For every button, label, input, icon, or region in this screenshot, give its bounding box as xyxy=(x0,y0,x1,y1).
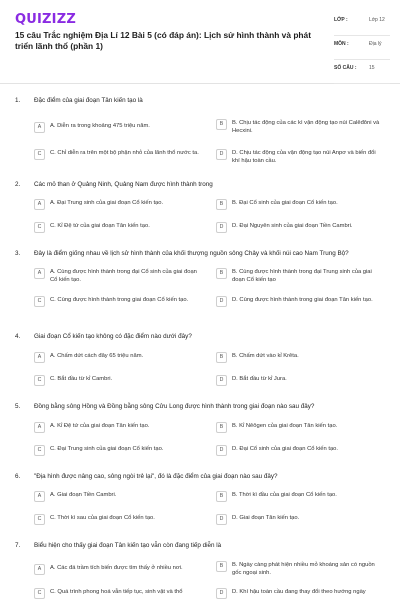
option-letter: C xyxy=(34,222,45,233)
option-text: B. Chấm dứt vào kỉ Krêta. xyxy=(232,353,299,359)
option-text: D. Khí hậu toàn cầu đang thay đổi theo hướng ngày xyxy=(232,589,366,595)
option-letter: C xyxy=(34,514,45,525)
option-letter: C xyxy=(34,588,45,599)
option-letter: B xyxy=(216,268,227,279)
meta-value: Lớp 12 xyxy=(369,17,385,23)
meta-row-grade xyxy=(334,12,390,36)
question-text: Đặc điểm của giai đoạn Tân kiến tạo là xyxy=(34,97,143,104)
option-text: D. Chịu tác động của vận động tạo núi Anpơ và biến đổi khí hậu toàn cầu. xyxy=(232,150,376,164)
question-text: "Địa hình được nâng cao, sông ngòi trẻ lại", đó là đặc điểm của giai đoạn nào sau đây? xyxy=(34,473,278,480)
option-letter: B xyxy=(216,422,227,433)
option-text: D. Giai đoạn Tân kiến tạo. xyxy=(232,515,300,521)
option-text: B. Đại Cổ sinh của giai đoạn Cổ kiến tạo. xyxy=(232,200,338,206)
option-text: A. Giai đoạn Tiền Cambri. xyxy=(50,492,117,498)
option-text: B. Cùng được hình thành trong đại Trung sinh của giai đoạn Cổ kiến tạo xyxy=(232,269,372,283)
option-letter: D xyxy=(216,222,227,233)
quizizz-logo[interactable]: QUIZIZZ xyxy=(15,12,76,27)
option-text: A. Kỉ Đệ tứ của giai đoạn Tân kiến tạo. xyxy=(50,423,150,429)
question-text: Đồng bằng sông Hồng và Đồng bằng sông Cửu Long được hình thành trong giai đoạn nào sau đây? xyxy=(34,403,315,410)
option-text: A. Đại Trung sinh của giai đoạn Cổ kiến tạo. xyxy=(50,200,164,206)
option-text: B. Chịu tác động của các kì vận động tạo núi Calêđôni và Hecxini. xyxy=(232,120,380,134)
option-letter: C xyxy=(34,296,45,307)
option-text: A. Cùng được hình thành trong đại Cổ sinh của giai đoạn Cổ kiến tạo. xyxy=(50,269,197,283)
option-letter: D xyxy=(216,296,227,307)
meta-value: 15 xyxy=(369,65,375,71)
option-letter: A xyxy=(34,199,45,210)
option-letter: A xyxy=(34,268,45,279)
question-text: Giai đoạn Cổ kiến tạo không có đặc điểm nào dưới đây? xyxy=(34,333,192,340)
meta-row-subject xyxy=(334,36,390,60)
option-letter: D xyxy=(216,149,227,160)
option-letter: A xyxy=(34,564,45,575)
option-letter: C xyxy=(34,375,45,386)
question-number: 1. xyxy=(15,97,21,104)
page-title: 15 câu Trắc nghiệm Địa Lí 12 Bài 5 (có đáp án): Lịch sử hình thành và phát triển lãnh thổ (phần 1) xyxy=(15,30,311,51)
option-text: D. Đại Cổ sinh của giai đoạn Cổ kiến tạo. xyxy=(232,446,339,452)
option-letter: B xyxy=(216,352,227,363)
option-text: A. Chấm dứt cách đây 65 triệu năm. xyxy=(50,353,144,359)
meta-panel xyxy=(334,12,390,84)
option-text: B. Ngày càng phát hiện nhiều mỏ khoáng sản có nguồn gốc ngoại sinh. xyxy=(232,562,375,576)
question-number: 7. xyxy=(15,542,21,549)
question-text: Biểu hiện cho thấy giai đoạn Tân kiến tạo vẫn còn đang tiếp diễn là xyxy=(34,542,222,549)
question-number: 3. xyxy=(15,250,21,257)
meta-row-count xyxy=(334,60,390,84)
option-text: A. Các đá trầm tích biến được tìm thấy ở nhiều nơi. xyxy=(50,565,183,571)
meta-label: MÔN : xyxy=(334,41,349,47)
option-text: D. Bắt đầu từ kỉ Jura. xyxy=(232,376,287,382)
question-number: 6. xyxy=(15,473,21,480)
option-text: C. Thời kì sau của giai đoạn Cổ kiến tạo. xyxy=(50,515,155,521)
option-text: C. Kỉ Đệ tứ của giai đoạn Tân kiến tạo. xyxy=(50,223,150,229)
option-text: B. Thời kì đầu của giai đoạn Cổ kiến tạo. xyxy=(232,492,337,498)
question-number: 2. xyxy=(15,181,21,188)
option-letter: D xyxy=(216,514,227,525)
option-letter: A xyxy=(34,491,45,502)
option-text: B. Kỉ Nêôgen của giai đoạn Tân kiến tạo. xyxy=(232,423,338,429)
question-text: Các mỏ than ở Quảng Ninh, Quảng Nam được hình thành trong xyxy=(34,181,213,188)
option-text: C. Cùng được hình thành trong giai đoạn Cổ kiến tạo. xyxy=(50,297,189,303)
option-letter: B xyxy=(216,199,227,210)
option-letter: D xyxy=(216,588,227,599)
question-text: Đây là điểm giống nhau về lịch sử hình thành của khối thượng nguồn sông Chảy và khối núi cao Nam Trung Bộ? xyxy=(34,250,349,257)
option-letter: B xyxy=(216,491,227,502)
meta-value: Địa lý xyxy=(369,41,382,47)
option-text: C. Đại Trung sinh của giai đoạn Cổ kiến tạo. xyxy=(50,446,164,452)
option-text: C. Chỉ diễn ra trên một bộ phận nhỏ của lãnh thổ nước ta. xyxy=(50,150,199,156)
option-text: D. Đại Nguyên sinh của giai đoạn Tiền Cambri. xyxy=(232,223,353,229)
option-letter: B xyxy=(216,561,227,572)
option-text: A. Diễn ra trong khoảng 475 triệu năm. xyxy=(50,123,150,129)
option-letter: A xyxy=(34,422,45,433)
option-letter: B xyxy=(216,119,227,130)
option-text: D. Cùng được hình thành trong giai đoạn Tân kiến tạo. xyxy=(232,297,373,303)
meta-label: SỐ CÂU : xyxy=(334,65,357,71)
option-text: C. Bắt đầu từ kỉ Cambri. xyxy=(50,376,113,382)
option-letter: D xyxy=(216,445,227,456)
question-number: 4. xyxy=(15,333,21,340)
meta-label: LỚP : xyxy=(334,17,348,23)
question-number: 5. xyxy=(15,403,21,410)
option-text: C. Quá trình phong hoá vẫn tiếp tục, sinh vật và thổ xyxy=(50,589,183,595)
option-letter: C xyxy=(34,445,45,456)
option-letter: A xyxy=(34,352,45,363)
option-letter: C xyxy=(34,149,45,160)
option-letter: D xyxy=(216,375,227,386)
page-header xyxy=(0,0,400,84)
option-letter: A xyxy=(34,122,45,133)
